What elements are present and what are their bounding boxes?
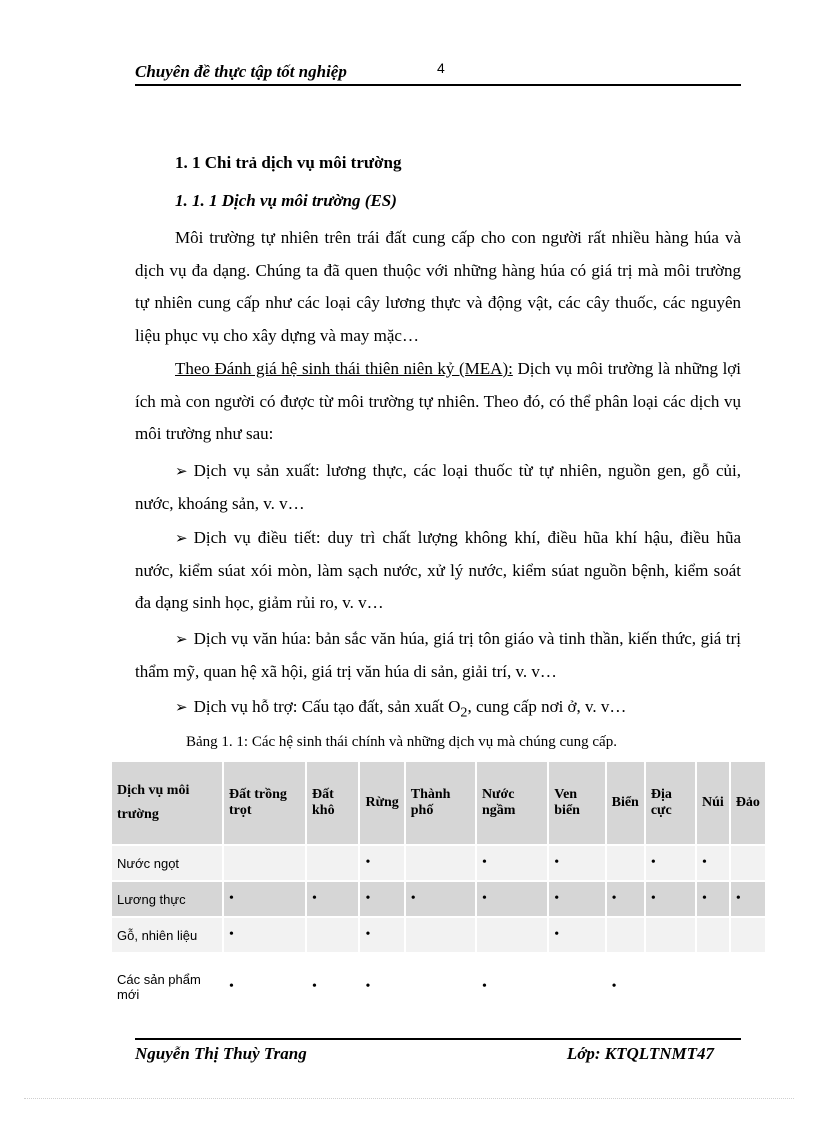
- table-cell: [697, 954, 729, 1020]
- section-heading: 1. 1 Chi trả dịch vụ môi trường: [175, 153, 402, 172]
- paragraph-mea: [135, 353, 741, 451]
- table-cell: •: [477, 954, 547, 1020]
- mea-reference: Theo Đánh giá hệ sinh thái thiên niên kỷ (MEA):: [175, 359, 513, 378]
- arrow-bullet-icon: ➢: [175, 529, 188, 547]
- table-cell: •: [697, 882, 729, 916]
- table-cell: •: [406, 882, 475, 916]
- arrow-bullet-icon: ➢: [175, 630, 188, 648]
- table-cell: •: [549, 918, 604, 952]
- table-row: [112, 918, 765, 952]
- table-cell: [646, 954, 695, 1020]
- table-cell: [607, 846, 644, 880]
- table-cell: •: [360, 846, 403, 880]
- table-cell: •: [307, 954, 358, 1020]
- table-cell: [607, 918, 644, 952]
- table-cell: •: [549, 882, 604, 916]
- table-cell: •: [360, 954, 403, 1020]
- subscript-2: 2: [460, 704, 468, 721]
- header-title: Chuyên đề thực tập tốt nghiệp: [135, 62, 347, 81]
- subsection-heading: 1. 1. 1 Dịch vụ môi trường (ES): [175, 191, 397, 210]
- table-cell: •: [224, 954, 305, 1020]
- table-cell: •: [477, 882, 547, 916]
- header-cell: Đất khô: [307, 762, 358, 844]
- header-cell: Biển: [607, 762, 644, 844]
- footer-class: Lớp: KTQLTNMT47: [566, 1044, 714, 1063]
- table-cell: •: [646, 846, 695, 880]
- page-number: 4: [437, 60, 445, 76]
- table-header-row: [112, 762, 765, 844]
- arrow-bullet-icon: ➢: [175, 462, 188, 480]
- table-cell: •: [697, 846, 729, 880]
- table-cell: [549, 954, 604, 1020]
- header-cell: Đất trồng trọt: [224, 762, 305, 844]
- header-cell: Rừng: [360, 762, 403, 844]
- bullet-support-text-b: , cung cấp nơi ở, v. v…: [467, 697, 627, 716]
- footer-author: Nguyễn Thị Thuỳ Trang: [135, 1044, 307, 1063]
- table-cell: •: [607, 882, 644, 916]
- bullet-regulation-text: Dịch vụ điều tiết: duy trì chất lượng không khí, điều hũa khí hậu, điều hũa nước, kiểm súat xói mòn, làm sạch nước, xử lý nước, kiểm súat nguồn bệnh, kiểm soát đa dạng sinh học, giảm rủi ro, v. v…: [135, 528, 741, 612]
- table-cell: [224, 846, 305, 880]
- table-cell: •: [360, 918, 403, 952]
- table-cell: [406, 954, 475, 1020]
- table-caption: Bảng 1. 1: Các hệ sinh thái chính và những dịch vụ mà chúng cung cấp.: [186, 734, 617, 750]
- table-cell: •: [607, 954, 644, 1020]
- row-label: Các sản phẩm mới: [112, 954, 222, 1020]
- table-row: [112, 882, 765, 916]
- page-footer: [135, 1038, 741, 1063]
- table-cell: •: [731, 882, 765, 916]
- header-cell: Địa cực: [646, 762, 695, 844]
- page-header: [135, 60, 741, 86]
- table-cell: [697, 918, 729, 952]
- table-cell: [406, 918, 475, 952]
- paragraph-intro: Môi trường tự nhiên trên trái đất cung cấp cho con người rất nhiều hàng húa và dịch vụ đa dạng. Chúng ta đã quen thuộc với những hàng húa có giá trị mà môi trường tự nhiên cung cấp như các loại cây lương thực và động vật, các cây thuốc, các nguyên liệu phục vụ cho xây dựng và may mặc…: [135, 228, 741, 345]
- bullet-production: [135, 455, 741, 520]
- header-cell: Ven biển: [549, 762, 604, 844]
- bullet-production-text: Dịch vụ sản xuất: lương thực, các loại thuốc từ tự nhiên, nguồn gen, gỗ củi, nước, khoáng sản, v. v…: [135, 461, 741, 513]
- table-cell: [307, 846, 358, 880]
- table-cell: [731, 954, 765, 1020]
- header-cell: Nước ngầm: [477, 762, 547, 844]
- table-cell: •: [549, 846, 604, 880]
- table-row: [112, 846, 765, 880]
- bullet-culture-text: Dịch vụ văn húa: bản sắc văn húa, giá trị tôn giáo và tinh thần, kiến thức, giá trị thẩm mỹ, quan hệ xã hội, giá trị văn húa di sản, giải trí, v. v…: [135, 629, 741, 681]
- table-cell: •: [477, 846, 547, 880]
- bullet-regulation: [135, 522, 741, 620]
- row-label: Gỗ, nhiên liệu: [112, 918, 222, 952]
- header-cell: Núi: [697, 762, 729, 844]
- table-cell: •: [224, 918, 305, 952]
- table-cell: [307, 918, 358, 952]
- header-cell: Dịch vụ môi trường: [112, 762, 222, 844]
- arrow-bullet-icon: ➢: [175, 698, 188, 716]
- table-row: [112, 954, 765, 1020]
- mea-text: Dịch vụ môi trường là những lợi ích mà con người có được từ môi trường tự nhiên. Theo đó, có thể phân loại các dịch vụ môi trường như sau:: [135, 359, 742, 443]
- table-cell: [731, 918, 765, 952]
- table-cell: [646, 918, 695, 952]
- ecosystem-services-table: [110, 760, 767, 1022]
- table-cell: •: [360, 882, 403, 916]
- bullet-culture: [135, 623, 741, 688]
- header-cell: Thành phố: [406, 762, 475, 844]
- header-cell: Đảo: [731, 762, 765, 844]
- table-cell: •: [646, 882, 695, 916]
- row-label: Lương thực: [112, 882, 222, 916]
- table-cell: [731, 846, 765, 880]
- bullet-support: [135, 691, 741, 729]
- table-cell: •: [307, 882, 358, 916]
- table-cell: •: [224, 882, 305, 916]
- bullet-support-text-a: Dịch vụ hỗ trợ: Cấu tạo đất, sản xuất O: [193, 697, 461, 716]
- table-cell: [406, 846, 475, 880]
- row-label: Nước ngọt: [112, 846, 222, 880]
- table-cell: [477, 918, 547, 952]
- page-bottom-divider: [24, 1098, 794, 1099]
